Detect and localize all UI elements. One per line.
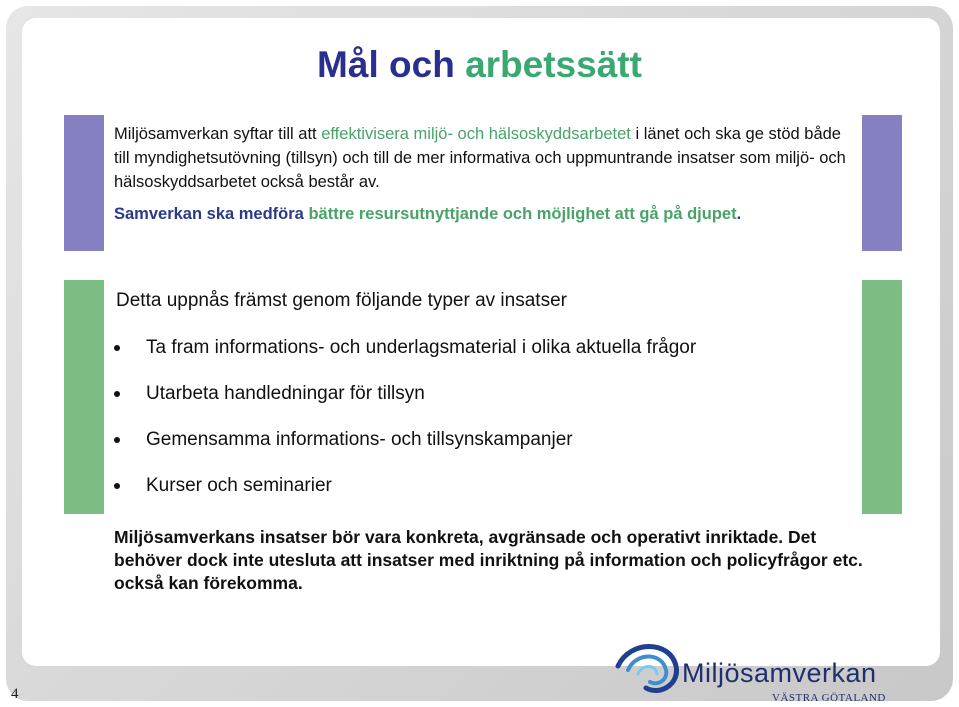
- methods-heading: Detta uppnås främst genom följande typer av insatser: [116, 290, 567, 311]
- left-purple-bar: [64, 115, 104, 251]
- slide-title: [0, 44, 959, 86]
- conclusion-text: Miljösamverkans insatser bör vara konkreta, avgränsade och operativt inriktade. Det behöver dock inte utesluta att insatser med inriktning på information och policyfrågor etc. också kan förekomma.: [114, 527, 863, 593]
- logo: [610, 636, 890, 706]
- bullet-icon: [114, 437, 120, 443]
- list-item: [112, 381, 696, 427]
- intro-s2-a: Samverkan ska medföra: [114, 205, 309, 223]
- intro-s1-a: Miljösamverkan syftar till att: [114, 125, 322, 143]
- intro-s1-b: i länet och ska ge stöd både till myndighetsutövning (tillsyn) och till de mer informativa och uppmuntrande insatser som miljö- och hälsoskyddsarbetet också består av.: [114, 125, 846, 191]
- title-word-2: och: [389, 44, 455, 85]
- intro-text: [114, 122, 854, 226]
- logo-swirl-icon: [610, 636, 690, 706]
- list-item-text: Ta fram informations- och underlagsmaterial i olika aktuella frågor: [146, 337, 697, 358]
- intro-s1-highlight: effektivisera miljö- och hälsoskyddsarbetet: [321, 125, 631, 143]
- intro-s2-highlight: bättre resursutnyttjande och möjlighet att gå på djupet: [308, 205, 737, 223]
- left-green-bar: [64, 280, 104, 514]
- list-item-text: Utarbeta handledningar för tillsyn: [146, 383, 425, 404]
- logo-region: VÄSTRA GÖTALAND: [772, 692, 886, 704]
- intro-sentence-1: [114, 122, 854, 194]
- title-word-1: Mål: [317, 44, 379, 85]
- intro-sentence-2: [114, 202, 854, 226]
- logo-name: Miljösamverkan: [682, 658, 877, 688]
- right-purple-bar: [862, 115, 902, 251]
- list-item: [112, 427, 696, 473]
- page-number: 4: [11, 686, 19, 702]
- title-word-3: arbetssätt: [465, 44, 642, 85]
- list-item: [112, 473, 696, 519]
- list-item-text: Gemensamma informations- och tillsynskampanjer: [146, 429, 573, 450]
- list-item: [112, 335, 696, 381]
- bullet-icon: [114, 391, 120, 397]
- list-item-text: Kurser och seminarier: [146, 475, 332, 496]
- right-green-bar: [862, 280, 902, 514]
- intro-s2-b: .: [736, 205, 742, 223]
- bullet-icon: [114, 345, 120, 351]
- bullet-icon: [114, 483, 120, 489]
- methods-list: [112, 335, 696, 519]
